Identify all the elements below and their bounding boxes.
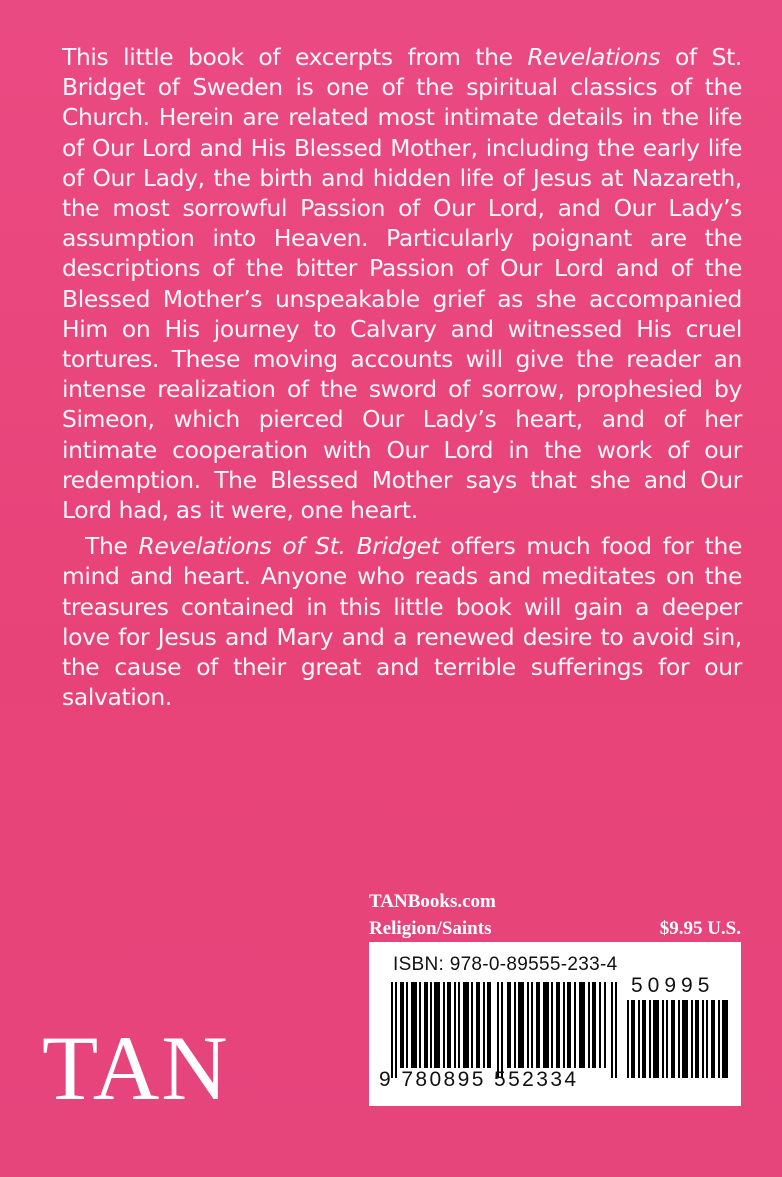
tan-publisher-logo: TAN	[42, 1017, 230, 1119]
blurb-paragraph-2	[62, 531, 742, 712]
book-price: $9.95 U.S.	[659, 918, 741, 939]
blurb-p1-italic-title: Revelations	[527, 43, 661, 71]
blurb-p1-rest: of St. Bridget of Sweden is one of the spiritual classics of the Church. Herein are related most intimate details in the life of Our Lord and His Blessed Mother, including the early life of Our Lady, the birth and hidden life of Jesus at Nazareth, the most sorrowful Passion of Our Lord, and Our Lady’s assumption into Heaven. Particularly poignant are the descriptions of the bitter Passion of Our Lord and of the Blessed Mother’s unspeakable grief as she accompanied Him on His journey to Calvary and witnessed His cruel tortures. These moving accounts will give the reader an intense realization of the sword of sorrow, prophesied by Simeon, which pierced Our Lady’s heart, and of her intimate cooperation with Our Lord in the work of our redemption. The Blessed Mother says that she and Our Lord had, as it were, one heart.	[62, 43, 743, 525]
category-price-row	[369, 915, 741, 942]
isbn-label: ISBN: 978-0-89555-233-4	[393, 954, 618, 975]
ean-barcode	[391, 982, 617, 1078]
blurb-paragraph-1	[62, 42, 742, 525]
publisher-website: TANBooks.com	[369, 891, 496, 912]
blurb-p2-rest: offers much food for the mind and heart. Anyone who reads and meditates on the treasures contained in this little book will gain a deeper love for Jesus and Mary and a renewed desire to avoid sin, the cause of their great and terrible sufferings for our salvation.	[62, 532, 743, 712]
book-category: Religion/Saints	[369, 918, 492, 939]
blurb-p1-start: This little book of excerpts from the	[62, 43, 528, 71]
blurb-text	[62, 42, 742, 712]
price-addon-barcode	[627, 1000, 729, 1078]
ean-digits: 9 780895 552334	[379, 1068, 579, 1091]
blurb-p2-start: The	[85, 532, 139, 561]
book-meta	[369, 888, 741, 942]
price-code: 50995	[631, 974, 715, 997]
barcode-panel	[369, 942, 741, 1106]
blurb-p2-italic-title: Revelations of St. Bridget	[138, 532, 440, 561]
